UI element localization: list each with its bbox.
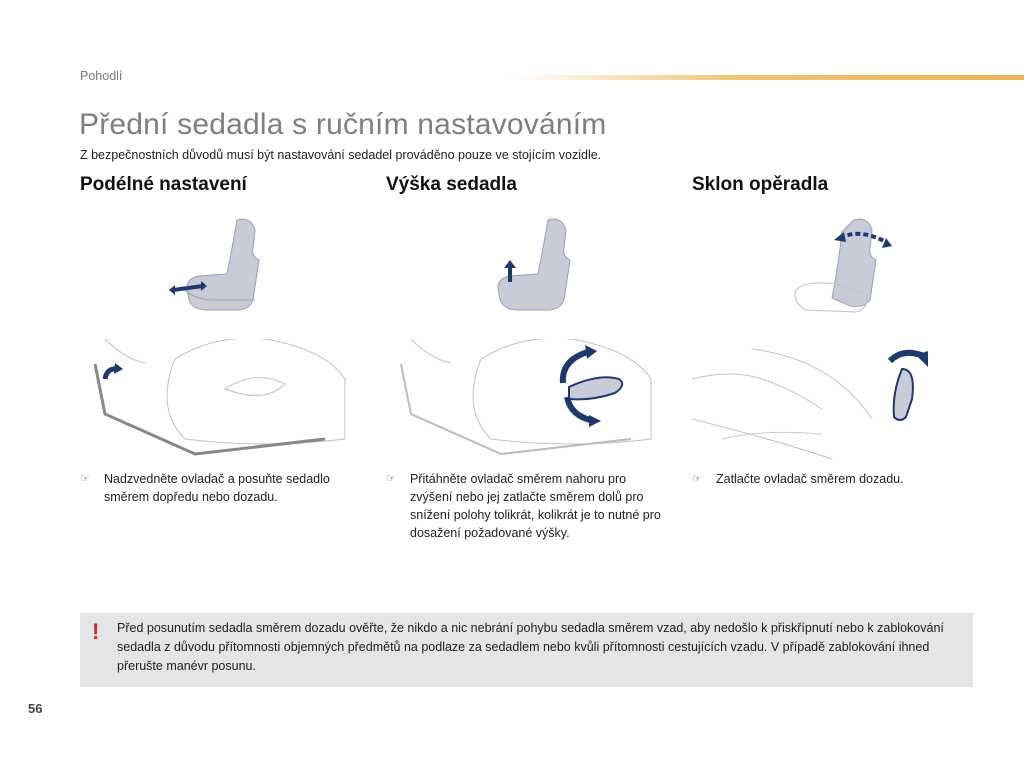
warning-box	[80, 613, 973, 687]
column-longitudinal	[80, 174, 370, 504]
section-label: Pohodlí	[80, 69, 123, 83]
seat-rail-lever-icon	[85, 339, 355, 464]
seat-illustration-icon	[782, 210, 902, 330]
instruction-text: Přitáhněte ovladač směrem nahoru pro zvýšení nebo jej zatlačte směrem dolů pro snížení polohy tolikrát, kolikrát je to nutné pro dosažení požadované výšky.	[410, 472, 661, 540]
page-subtitle: Z bezpečnostních důvodů musí být nastavování sedadel prováděno pouze ve stojícím vozidle.	[80, 148, 602, 162]
pointing-hand-icon: ☞	[80, 473, 90, 485]
backrest-lever-icon	[692, 339, 962, 464]
seat-height-lever-icon	[391, 339, 661, 464]
column-heading: Podélné nastavení	[80, 174, 247, 195]
warning-icon: !	[92, 619, 100, 644]
pointing-hand-icon: ☞	[386, 473, 396, 485]
instruction-text: Zatlačte ovladač směrem dozadu.	[716, 472, 904, 486]
pointing-hand-icon: ☞	[692, 473, 702, 485]
column-seat-height	[386, 174, 676, 540]
instruction-bullet	[386, 470, 665, 542]
header-accent-bar	[510, 75, 1024, 80]
instruction-bullet	[692, 470, 966, 488]
column-heading: Výška sedadla	[386, 174, 517, 195]
instruction-bullet	[80, 470, 354, 506]
page-title: Přední sedadla s ručním nastavováním	[79, 108, 607, 141]
warning-text: Před posunutím sedadla směrem dozadu ověřte, že nikdo a nic nebrání pohybu sedadla směrem vzad, aby nedošlo k přiskřípnutí nebo k zablokování sedadla z důvodu přítomnosti objemných předmětů na podlaze za sedadlem nebo kvůli přítomnosti cestujících vzadu. V případě zablokování ihned přerušte manévr posunu.	[117, 621, 944, 673]
page-number: 56	[28, 701, 43, 716]
column-heading: Sklon opěradla	[692, 174, 829, 195]
column-backrest-tilt	[692, 174, 982, 486]
instruction-text: Nadzvedněte ovladač a posuňte sedadlo směrem dopředu nebo dozadu.	[104, 472, 330, 504]
seat-illustration-icon	[476, 210, 596, 330]
seat-illustration-icon	[165, 210, 285, 330]
